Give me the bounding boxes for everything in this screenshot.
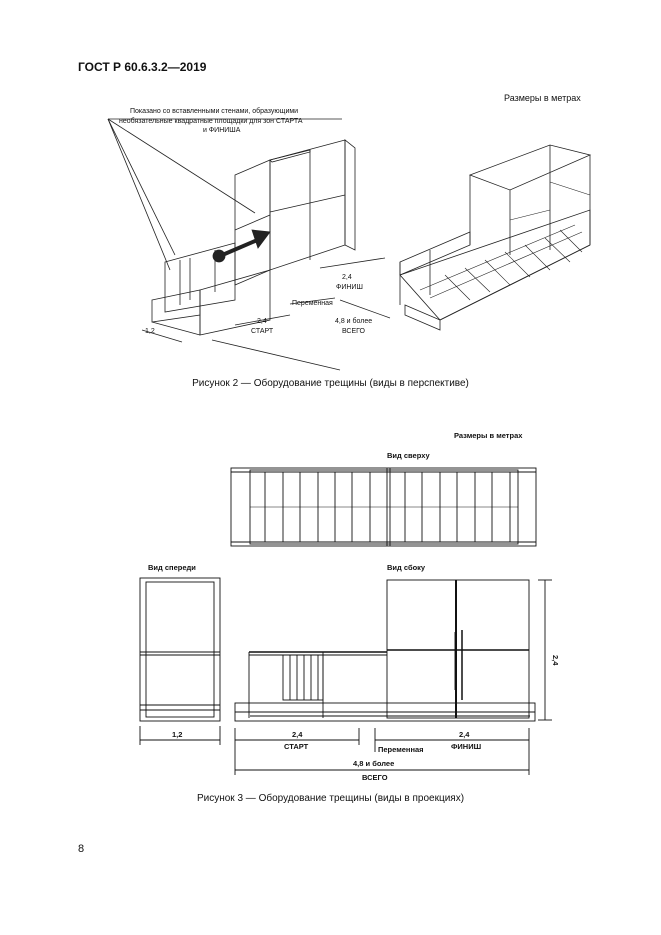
fig3-variable: Переменная (378, 745, 424, 754)
callout-leader-1 (108, 119, 175, 255)
perspective-right (400, 145, 590, 330)
fig3-height-dim: 2,4 (551, 655, 560, 666)
top-view-label: Вид сверху (387, 451, 430, 460)
callout-leader-3 (108, 119, 170, 270)
fig2-finish-label: ФИНИШ (336, 284, 363, 291)
figure2-units-note: Размеры в метрах (504, 93, 581, 103)
perspective-left (142, 140, 390, 370)
fig3-start-label: СТАРТ (284, 742, 309, 751)
page-number: 8 (78, 843, 85, 855)
fig3-finish-len: 2,4 (459, 730, 470, 739)
fig3-start-len: 2,4 (292, 730, 303, 739)
top-view (231, 468, 536, 546)
fig2-start-len: 2,4 (257, 318, 267, 325)
fig3-total-len: 4,8 и более (353, 759, 395, 768)
fig3-finish-label: ФИНИШ (451, 742, 482, 751)
fig2-width-dim: 1,2 (145, 328, 155, 335)
fig3-total-label: ВСЕГО (362, 773, 388, 782)
fig2-finish-len: 2,4 (342, 274, 352, 281)
side-view-label: Вид сбоку (387, 563, 426, 572)
callout-line-2: необязательные квадратные площадки для зон СТАРТА (119, 118, 303, 125)
figure3-drawing (140, 468, 552, 775)
callout-line-1: Показано со вставленными стенами, образующими (130, 108, 299, 115)
figure3-caption: Рисунок 3 — Оборудование трещины (виды в проекциях) (196, 793, 465, 804)
fig3-units-note: Размеры в метрах (454, 431, 523, 440)
front-view-label: Вид спереди (148, 563, 196, 572)
fig2-total-label: ВСЕГО (342, 328, 366, 335)
fig2-variable: Переменная (292, 300, 333, 307)
figure2-caption: Рисунок 2 — Оборудование трещины (виды в перспективе) (192, 378, 469, 389)
front-view (140, 578, 220, 745)
document-header: ГОСТ Р 60.6.3.2—2019 (78, 60, 207, 74)
fig3-width-dim: 1,2 (172, 730, 183, 739)
callout-line-3: и ФИНИША (203, 127, 241, 134)
fig2-total-len: 4,8 и более (335, 318, 373, 325)
fig2-start-label: СТАРТ (251, 328, 274, 335)
